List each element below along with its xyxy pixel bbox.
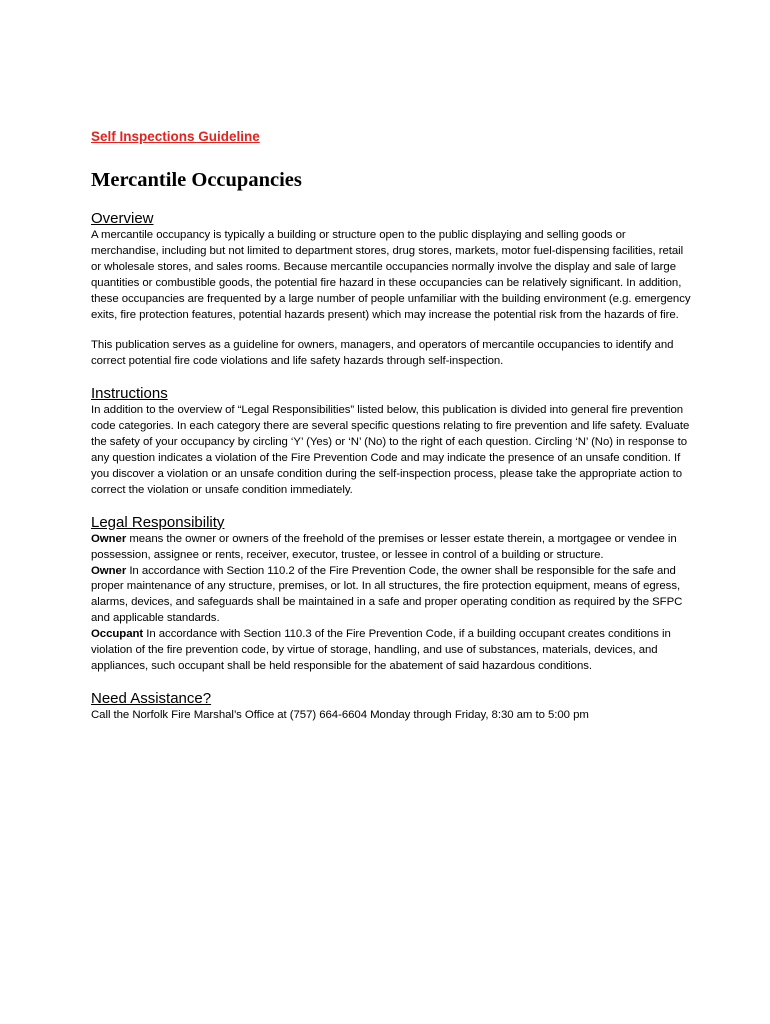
legal-entry-term: Occupant — [91, 628, 144, 641]
legal-entry-owner-definition — [91, 532, 691, 564]
legal-entry-term: Owner — [91, 564, 127, 577]
overview-heading: Overview — [91, 210, 154, 227]
instructions-section — [91, 384, 691, 498]
overview-section — [91, 209, 691, 370]
instructions-heading: Instructions — [91, 385, 168, 403]
document-title: Mercantile Occupancies — [91, 169, 302, 191]
need-assistance-section — [91, 689, 691, 724]
overview-paragraph-2: This publication serves as a guideline for owners, managers, and operators of mercantile occupancies to identify and correct potential fire code violations and life safety hazards through self-inspection. — [91, 339, 674, 368]
legal-entry-occupant-responsibility — [91, 627, 691, 675]
legal-entry-term: Owner — [91, 532, 127, 545]
legal-entry-text: means the owner or owners of the freehold of the premises or lesser estate therein, a mortgagee or vendee in possession, assignee or rents, receiver, executor, trustee, or lessee in control of a building or structure. — [91, 532, 677, 561]
legal-entry-text: In accordance with Section 110.2 of the Fire Prevention Code, the owner shall be responsible for the safe and proper maintenance of any structure, premises, or lot. In all structures, the fire protection equipment, means of egress, alarms, devices, and safeguards shall be maintained in a safe and proper operating condition as required by the SFPC and applicable standards. — [91, 564, 683, 625]
overview-paragraph-1: A mercantile occupancy is typically a building or structure open to the public displaying and selling goods or merchandise, including but not limited to department stores, drug stores, markets, motor fuel-dispensing facilities, retail or wholesale stores, and sales rooms. Because mercantile occupancies normally involve the display and sale of large quantities or combustible goods, the potential fire hazard in these occupancies can be relatively significant. In addition, these occupancies are frequented by a large number of people unfamiliar with the building environment (e.g. emergency exits, fire protection features, potential hazards present) which may increase the potential risk from the hazards of fire. — [91, 229, 691, 321]
legal-entry-owner-responsibility — [91, 564, 691, 628]
guideline-title: Self Inspections Guideline — [91, 129, 260, 144]
legal-responsibility-section — [91, 513, 691, 675]
legal-responsibility-heading: Legal Responsibility — [91, 513, 225, 531]
instructions-paragraph: In addition to the overview of “Legal Responsibilities” listed below, this publication is divided into general fire prevention code categories. In each category there are several specific questions relating to fire prevention and life safety. Evaluate the safety of your occupancy by circling ‘Y’ (Yes) or ‘N’ (No) to the right of each question. Circling ‘N’ (No) in response to any question indicates a violation of the Fire Prevention Code and may indicate the presence of an unsafe condition. If you discover a violation or an unsafe condition during the self-inspection process, please take the appropriate action to correct the violation or unsafe condition immediately. — [91, 404, 690, 496]
need-assistance-heading: Need Assistance? — [91, 689, 212, 707]
legal-entry-text: In accordance with Section 110.3 of the Fire Prevention Code, if a building occupant creates conditions in violation of the fire prevention code, by virtue of storage, handling, and use of substances, materials, devices, and appliances, such occupant shall be held responsible for the abatement of said hazardous conditions. — [91, 628, 671, 672]
need-assistance-paragraph: Call the Norfolk Fire Marshal’s Office at (757) 664-6604 Monday through Friday, 8:30 am to 5:00 pm — [91, 708, 589, 721]
document-content — [91, 128, 691, 724]
